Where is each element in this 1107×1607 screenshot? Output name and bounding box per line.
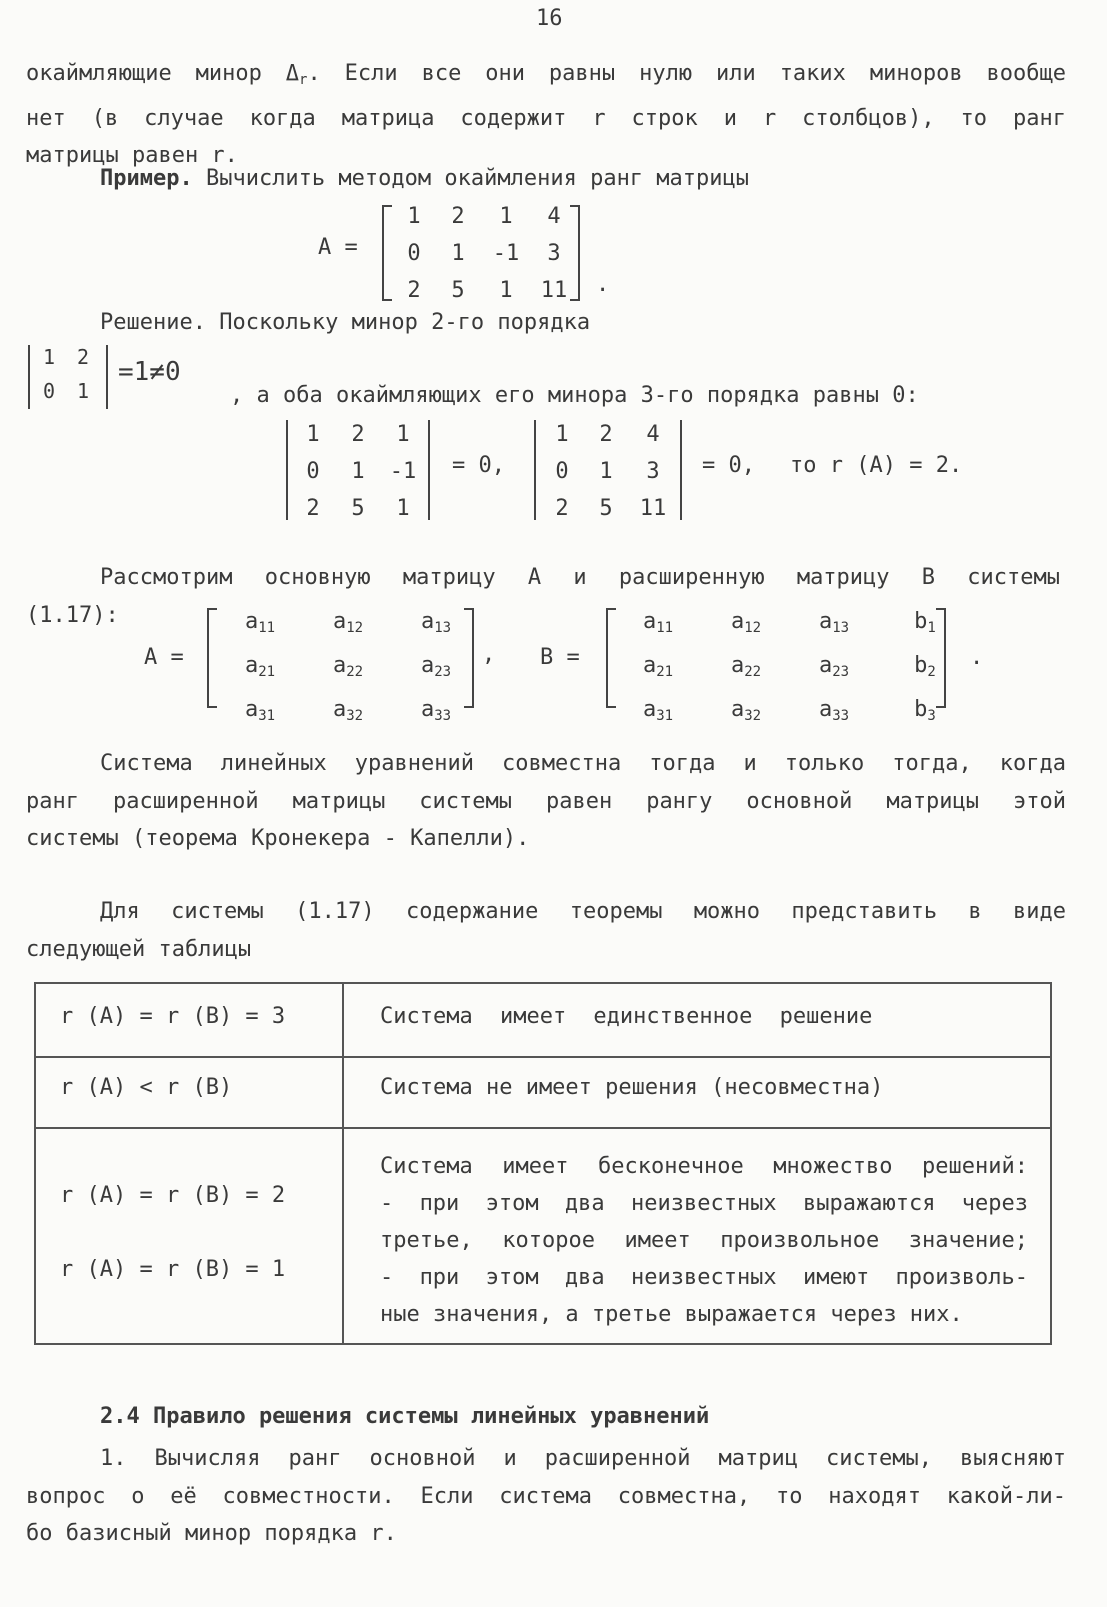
coef-a11: $a_{11}$ bbox=[244, 609, 276, 636]
example-line: Пример. Вычислить методом окаймления ранг матрицы bbox=[100, 166, 750, 191]
table-divider-2 bbox=[36, 1127, 1050, 1129]
coef-matrix-a-comma: , bbox=[482, 642, 496, 667]
example-label: Пример. bbox=[100, 166, 193, 191]
table-intro-paragraph: Для системы (1.17) содержание теоремы можно представить в виде следующей таблицы bbox=[26, 899, 1066, 962]
consider-line-2: (1.17): bbox=[26, 603, 119, 628]
section-heading: 2.4 Правило решения системы линейных уравнений bbox=[100, 1404, 710, 1429]
minor3b-value: = 0, bbox=[702, 453, 755, 478]
minor3b-left-bar bbox=[534, 420, 536, 520]
coef-matrix-a: $a_{11}$ $a_{12}$ $a_{13}$ $a_{21}$ $a_{22}$ $a_{23}$ $a_{31}$ $a_{32}$ $a_{33}$ bbox=[216, 603, 480, 735]
table-row-1-result: Система имеет единственное решение bbox=[380, 1004, 873, 1029]
intro-line-1: окаймляющие минор $\Delta_r$. Если все они равны нулю или таких миноров вообще bbox=[26, 61, 1066, 88]
table-row-3-result: Система имеет бесконечное множество решений: - при этом два неизвестных выражаются через третье, которое имеет произвольное значение; - при этом два неизвестных имеют произволь- ные значения, а третье выражается через них. bbox=[380, 1154, 1028, 1327]
minor3a-right-bar bbox=[428, 420, 430, 520]
matrix-a-period: . bbox=[596, 272, 610, 297]
theorem-paragraph: Система линейных уравнений совместна тогда и только тогда, когда ранг расширенной матрицы системы равен рангу основной матрицы этой системы (теорема Кронекера - Капелли). bbox=[26, 751, 1066, 851]
table-column-divider bbox=[342, 984, 344, 1343]
coef-matrix-b-name: B = bbox=[540, 645, 580, 670]
minor2: 1 2 0 1 bbox=[42, 345, 90, 403]
minor3a-value: = 0, bbox=[452, 453, 505, 478]
matrix-a-left-bracket bbox=[382, 205, 392, 301]
table-row-1-condition: r (A) = r (B) = 3 bbox=[60, 1004, 286, 1029]
minor3a: 1 2 1 0 1 -1 2 5 1 bbox=[306, 422, 417, 521]
minor3a-left-bar bbox=[286, 420, 288, 520]
minor2-value: =1≠0 bbox=[118, 357, 181, 387]
intro-line-3: матрицы равен r. bbox=[26, 143, 238, 168]
table-row-3-condition-b: r (A) = r (B) = 1 bbox=[60, 1257, 286, 1282]
minor3b-right-bar bbox=[680, 420, 682, 520]
minor2-left-bar bbox=[28, 345, 30, 409]
solution-line: Решение. Поскольку минор 2-го порядка bbox=[100, 310, 591, 335]
matrix-a-right-bracket bbox=[570, 205, 580, 301]
solution-line-2: , а оба окаймляющих его минора 3-го порядка равны 0: bbox=[230, 383, 919, 408]
table-row-3-condition-a: r (A) = r (B) = 2 bbox=[60, 1183, 286, 1208]
matrix-a: 1 2 1 4 0 1 -1 3 2 5 1 11 bbox=[407, 204, 568, 303]
rank-table bbox=[34, 982, 1052, 1345]
coef-matrix-b-right-bracket bbox=[936, 608, 946, 708]
consider-line-1: Рассмотрим основную матрицу A и расширенную матрицу B системы bbox=[100, 565, 1060, 590]
minor3b: 1 2 4 0 1 3 2 5 11 bbox=[555, 422, 667, 521]
table-row-2-condition: r (A) < r (B) bbox=[60, 1075, 233, 1100]
coef-matrix-a-right-bracket bbox=[464, 608, 474, 708]
intro-paragraph bbox=[26, 55, 1066, 175]
coef-matrix-a-name: A = bbox=[144, 645, 184, 670]
rank-conclusion: то r (A) = 2. bbox=[790, 453, 963, 478]
matrix-a-name: A = bbox=[318, 235, 358, 260]
minor2-right-bar bbox=[106, 345, 108, 409]
coef-matrix-b-period: . bbox=[970, 645, 984, 670]
table-row-2-result: Система не имеет решения (несовместна) bbox=[380, 1075, 884, 1100]
coef-matrix-b: $a_{11}$ $a_{12}$ $a_{13}$ $b_1$ $a_{21}$ $a_{22}$ $a_{23}$ $b_2$ $a_{31}$ $a_{32}$ $a_{33}$ $b_3$ bbox=[642, 609, 936, 724]
section-paragraph: 1. Вычисляя ранг основной и расширенной матриц системы, выясняют вопрос о её совместности. Если система совместна, то находят какой-ли- бо базисный минор порядка r. bbox=[26, 1446, 1066, 1546]
page-number: 16 bbox=[536, 6, 563, 31]
intro-line-2: нет (в случае когда матрица содержит r строк и r столбцов), то ранг bbox=[26, 105, 1066, 131]
table-divider-1 bbox=[36, 1056, 1050, 1058]
